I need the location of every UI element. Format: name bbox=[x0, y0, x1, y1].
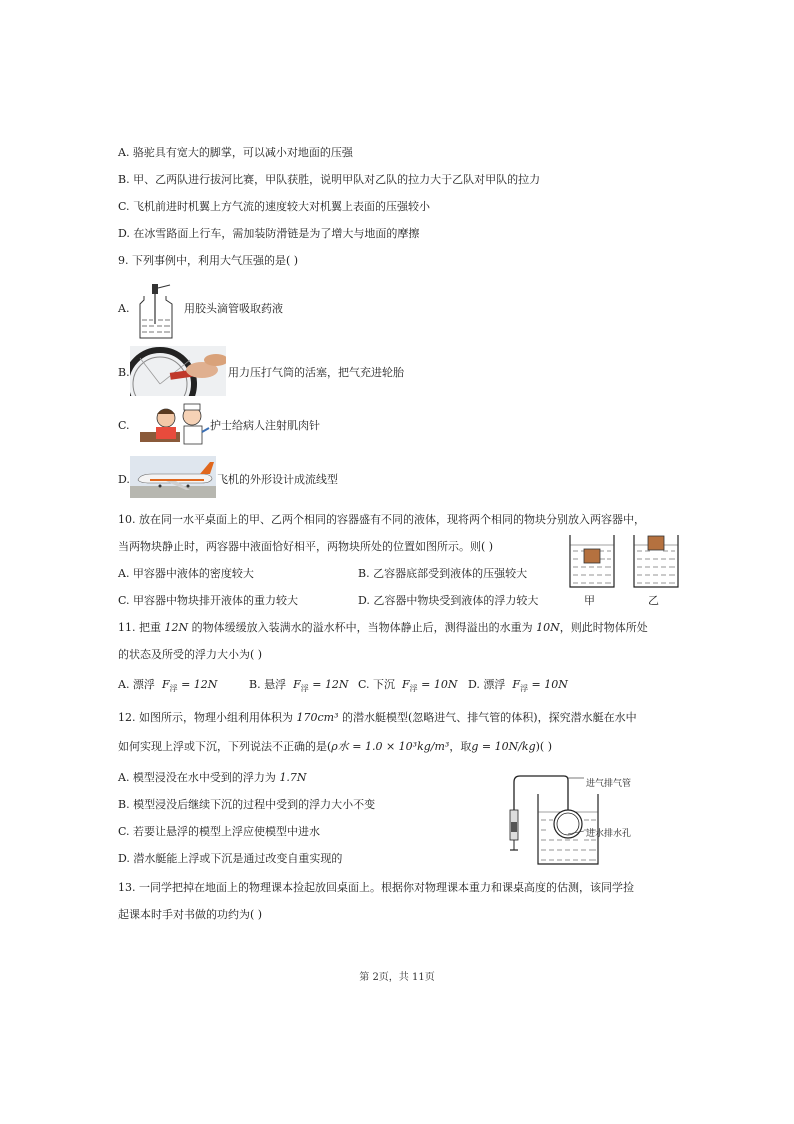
q8-option-c: C. 飞机前进时机翼上方气流的速度较大对机翼上表面的压强较小 bbox=[118, 200, 431, 213]
bicycle-pump-photo bbox=[130, 346, 226, 396]
q12-label-air-tube: 进气排气管 bbox=[586, 779, 632, 789]
q12-option-b: B. 模型浸没后继续下沉的过程中受到的浮力大小不变 bbox=[118, 798, 376, 811]
q9-option-d-letter: D. bbox=[118, 473, 130, 486]
q10-containers-figure bbox=[566, 533, 682, 589]
q11-stem-line2: 的状态及所受的浮力大小为( ) bbox=[118, 648, 263, 661]
q10-option-b: B. 乙容器底部受到液体的压强较大 bbox=[358, 567, 528, 580]
q8-option-d: D. 在冰雪路面上行车，需加装防滑链是为了增大与地面的摩擦 bbox=[118, 227, 420, 240]
q10-option-a: A. 甲容器中液体的密度较大 bbox=[118, 567, 254, 580]
submarine-model-figure bbox=[500, 772, 600, 866]
q9-option-d-text: 飞机的外形设计成流线型 bbox=[217, 473, 338, 486]
q9-option-b-letter: B. bbox=[118, 366, 130, 379]
q9-option-a-letter: A. bbox=[118, 302, 130, 315]
q9-option-c-letter: C. bbox=[118, 419, 130, 432]
q10-option-c: C. 甲容器中物块排开液体的重力较大 bbox=[118, 594, 299, 607]
q11-option-c: C. 下沉 $F_浮 = 10N$ bbox=[358, 678, 458, 694]
q12-label-water-hole: 进水排水孔 bbox=[586, 829, 632, 839]
q11-option-a: A. 漂浮 $F_浮 = 12N$ bbox=[118, 678, 218, 694]
q10-stem-line2: 当两物块静止时，两容器中液面恰好相平，两物块所处的位置如图所示。则( ) bbox=[118, 540, 494, 553]
q12-stem-line1: 12. 如图所示，物理小组利用体积为 170cm³ 的潜水艇模型(忽略进气、排气管的体积)，探究潜水艇在水中 bbox=[118, 711, 637, 724]
q11-option-d: D. 漂浮 $F_浮 = 10N$ bbox=[468, 678, 568, 694]
q10-option-d: D. 乙容器中物块受到液体的浮力较大 bbox=[358, 594, 539, 607]
q13-stem-line2: 起课本时手对书做的功约为( ) bbox=[118, 908, 263, 921]
q10-label-yi: 乙 bbox=[648, 594, 659, 607]
block-yi bbox=[648, 536, 664, 550]
q9-stem: 9. 下列事例中，利用大气压强的是( ) bbox=[118, 254, 299, 267]
q9-option-b-text: 用力压打气筒的活塞，把气充进轮胎 bbox=[228, 366, 404, 379]
airplane-photo bbox=[130, 456, 216, 498]
q11-stem-line1: 11. 把重 12N 的物体缓缓放入装满水的溢水杯中，当物体静止后，测得溢出的水重为 10N，则此时物体所处 bbox=[118, 621, 648, 634]
q8-option-b: B. 甲、乙两队进行拔河比赛，甲队获胜，说明甲队对乙队的拉力大于乙队对甲队的拉力 bbox=[118, 173, 541, 186]
q10-stem-line1: 10. 放在同一水平桌面上的甲、乙两个相同的容器盛有不同的液体，现将两个相同的物块分别放入两容器中， bbox=[118, 513, 645, 526]
q9-option-c-text: 护士给病人注射肌肉针 bbox=[210, 419, 320, 432]
q13-stem-line1: 13. 一同学把掉在地面上的物理课本捡起放回桌面上。根据你对物理课本重力和课桌高度的估测，该同学捡 bbox=[118, 881, 634, 894]
block-jia bbox=[584, 549, 600, 563]
nurse-injection-cartoon bbox=[140, 402, 210, 448]
q8-option-a: A. 骆驼具有宽大的脚掌，可以减小对地面的压强 bbox=[118, 146, 353, 159]
q11-option-b: B. 悬浮 $F_浮 = 12N$ bbox=[249, 678, 349, 694]
container-yi bbox=[634, 535, 678, 587]
page-footer: 第 2页，共 11页 bbox=[359, 972, 435, 983]
container-jia bbox=[570, 535, 614, 587]
q9-option-a-text: 用胶头滴管吸取药液 bbox=[184, 302, 283, 315]
dropper-icon bbox=[136, 282, 176, 340]
q12-stem-line2: 如何实现上浮或下沉，下列说法不正确的是(ρ水 = 1.0 × 10³kg/m³，取g = 10N/kg)( ) bbox=[118, 740, 553, 753]
q12-option-d: D. 潜水艇能上浮或下沉是通过改变自重实现的 bbox=[118, 852, 343, 865]
q10-label-jia: 甲 bbox=[584, 594, 595, 607]
q12-option-c: C. 若要让悬浮的模型上浮应使模型中进水 bbox=[118, 825, 321, 838]
q12-option-a: A. 模型浸没在水中受到的浮力为 1.7N bbox=[118, 771, 307, 784]
